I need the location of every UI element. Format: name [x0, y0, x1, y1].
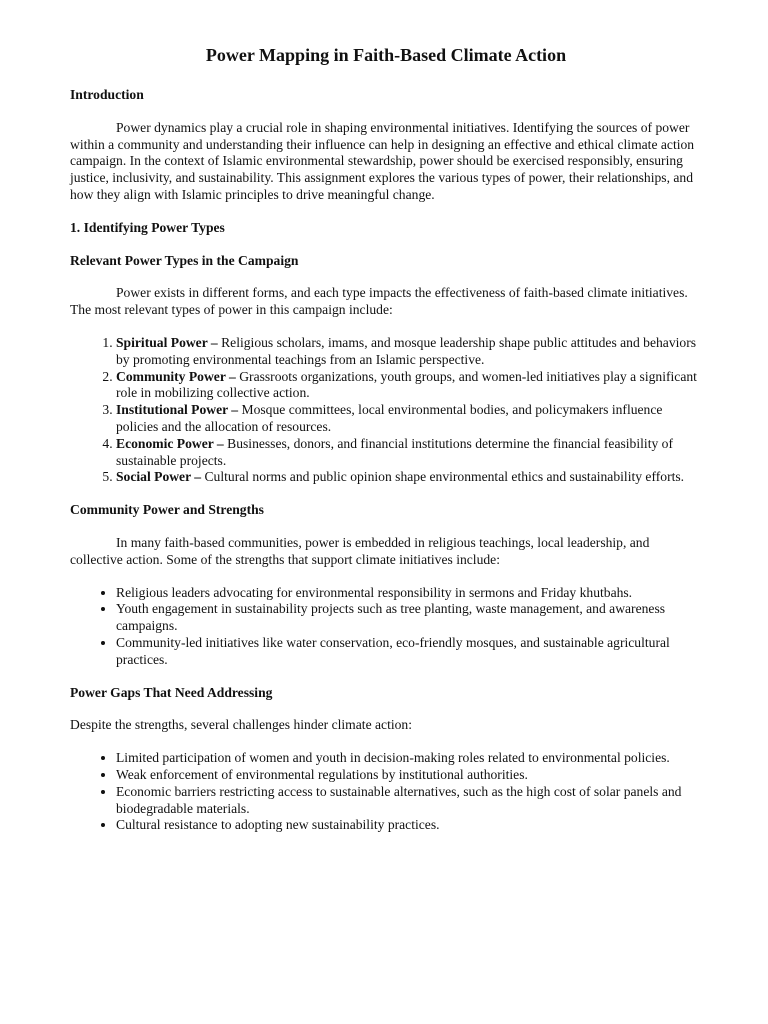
list-item-term: Spiritual Power – [116, 334, 218, 350]
document-title: Power Mapping in Faith-Based Climate Action [205, 45, 567, 65]
list-item [116, 469, 702, 486]
list-item-text: Mosque committees, local environmental bodies, and policymakers influence policies and the allocation of resources. [116, 402, 663, 434]
list-item: • Community-led initiatives like water conservation, eco-friendly mosques, and sustainable agricultural practices. [116, 635, 702, 669]
list-item [116, 369, 702, 403]
list-item: • Weak enforcement of environmental regulations by institutional authorities. [116, 767, 702, 784]
list-item [116, 436, 702, 470]
list-item: • Limited participation of women and youth in decision-making roles related to environmental policies. [116, 750, 702, 767]
list-item-term: Institutional Power – [116, 402, 239, 418]
community-power-heading: Community Power and Strengths [70, 502, 264, 518]
power-gaps-heading: Power Gaps That Need Addressing [70, 684, 273, 700]
list-item: • Youth engagement in sustainability projects such as tree planting, waste management, and awareness campaigns. [116, 601, 702, 635]
introduction-heading: Introduction [70, 87, 144, 102]
document-page [70, 44, 702, 850]
power-types-list [70, 335, 702, 486]
power-gaps-list [70, 750, 702, 834]
list-item-term: Community Power – [116, 368, 236, 384]
list-item: • Cultural resistance to adopting new sustainability practices. [116, 817, 702, 834]
power-gaps-paragraph: Despite the strengths, several challenges hinder climate action: [70, 717, 412, 733]
list-item-term: Economic Power – [116, 435, 224, 451]
community-strengths-list [70, 585, 702, 669]
introduction-paragraph: Power dynamics play a crucial role in shaping environmental initiatives. Identifying the sources of power within a community and understanding their influence can help in designing an effective and ethical climate action campaign. In the context of Islamic environmental stewardship, power should be exercised responsibly, ensuring justice, inclusivity, and sustainability. This assignment explores the various types of power, their relationships, and how they align with Islamic principles to drive meaningful change. [70, 119, 695, 202]
list-item: • Economic barriers restricting access to sustainable alternatives, such as the high cost of solar panels and biodegradable materials. [116, 784, 702, 818]
list-item: • Religious leaders advocating for environmental responsibility in sermons and Friday khutbahs. [116, 585, 702, 602]
list-item-text: Grassroots organizations, youth groups, and women-led initiatives play a significant role in mobilizing collective action. [116, 368, 697, 401]
list-item-text: Cultural norms and public opinion shape environmental ethics and sustainability efforts. [201, 469, 685, 485]
list-item-term: Social Power – [116, 469, 202, 485]
relevant-power-types-paragraph: Power exists in different forms, and each type impacts the effectiveness of faith-based climate initiatives. The most relevant types of power in this campaign include: [70, 285, 688, 318]
list-item [116, 402, 702, 436]
list-item-text: Businesses, donors, and financial institutions determine the financial feasibility of sustainable projects. [116, 435, 673, 468]
list-item-text: Religious scholars, imams, and mosque leadership shape public attitudes and behaviors by promoting environmental teachings from an Islamic perspective. [116, 334, 697, 367]
list-item [116, 335, 702, 369]
relevant-power-types-heading: Relevant Power Types in the Campaign [70, 252, 299, 268]
section-1-heading: 1. Identifying Power Types [70, 219, 225, 235]
community-power-paragraph: In many faith-based communities, power is embedded in religious teachings, local leadership, and collective action. Some of the strengths that support climate initiatives include: [70, 534, 650, 567]
